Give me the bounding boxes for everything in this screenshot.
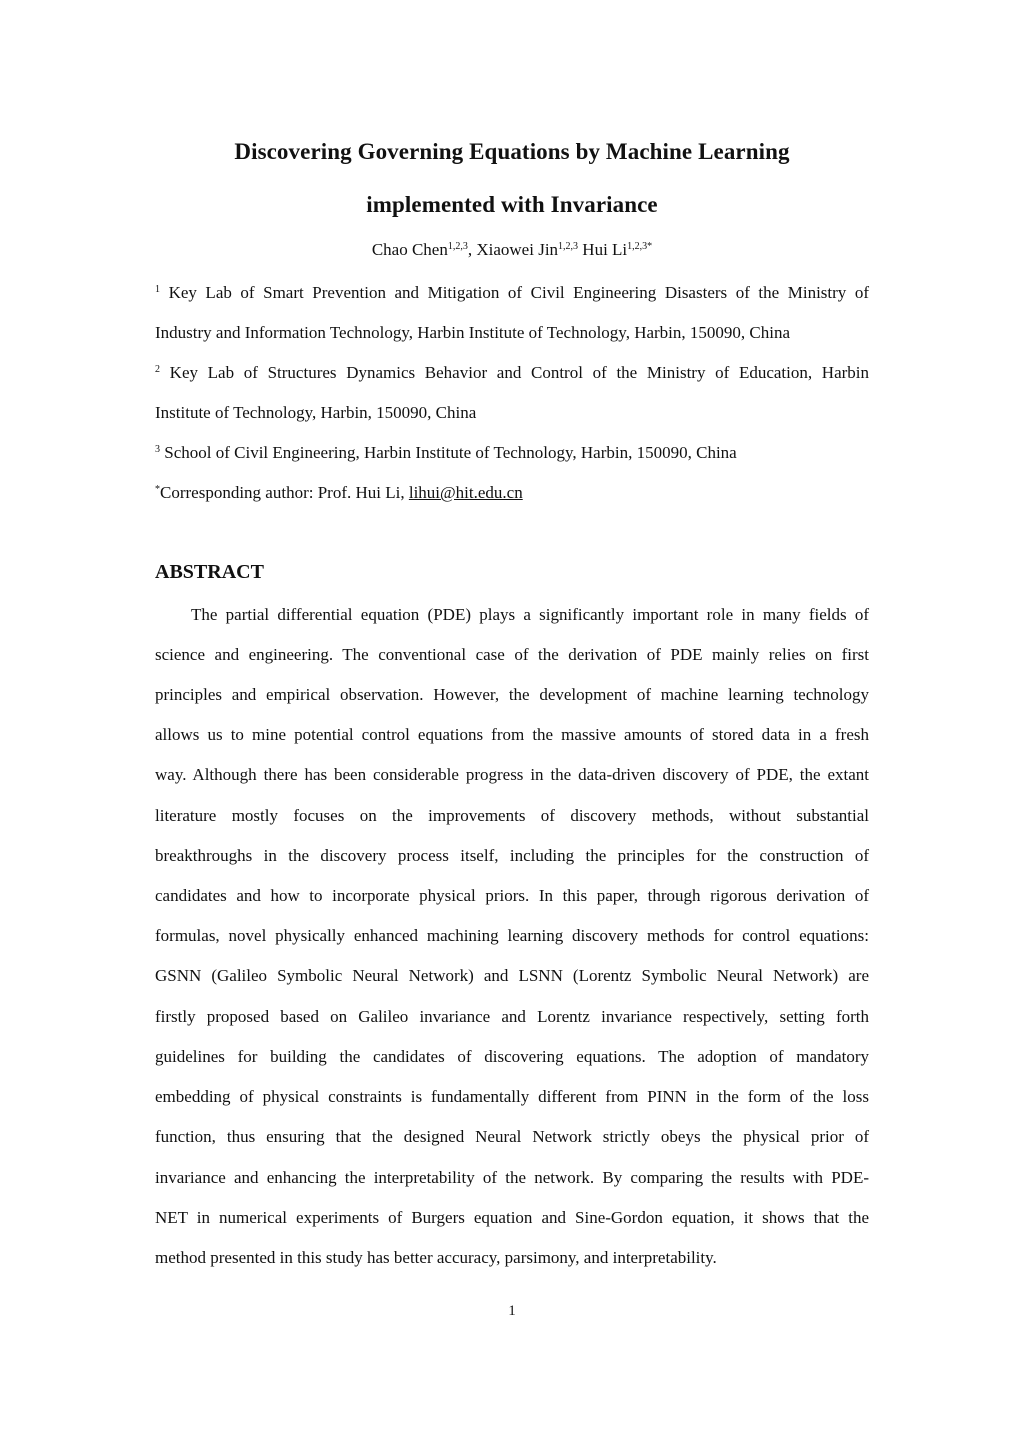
affiliation-3-line-1 [155, 442, 869, 464]
abstract-line: principles and empirical observation. However, the development of machine learning technology [155, 685, 869, 704]
corresponding-marker: * [155, 484, 160, 495]
author-list [0, 240, 1024, 260]
corresponding-author [155, 482, 869, 504]
affiliation-text: Key Lab of Structures Dynamics Behavior and Control of the Ministry of Education, Harbin [169, 363, 870, 382]
corresponding-email-link[interactable]: lihui@hit.edu.cn [408, 483, 523, 502]
paper-title-line-1: Discovering Governing Equations by Machine Learning [234, 139, 790, 164]
paper-title-line-2: implemented with Invariance [366, 192, 658, 217]
author-affiliation-sup: 1,2,3* [627, 241, 653, 252]
abstract-line: firstly proposed based on Galileo invariance and Lorentz invariance respectively, setting forth [155, 1007, 869, 1026]
author-affiliation-sup: 1,2,3 [558, 241, 579, 252]
abstract-line: embedding of physical constraints is fundamentally different from PINN in the form of the loss [155, 1087, 869, 1106]
affiliation-text: Key Lab of Smart Prevention and Mitigation of Civil Engineering Disasters of the Ministry of [168, 283, 869, 302]
abstract-line: science and engineering. The conventional case of the derivation of PDE mainly relies on first [155, 645, 869, 664]
abstract-line: method presented in this study has better accuracy, parsimony, and interpretability. [155, 1248, 717, 1267]
affiliation-text: School of Civil Engineering, Harbin Institute of Technology, Harbin, 150090, China [164, 443, 737, 462]
affiliation-marker: 3 [155, 444, 160, 455]
affiliation-2-line-1 [155, 362, 869, 384]
author-name: Xiaowei Jin [476, 240, 559, 259]
author-separator: , [467, 240, 477, 259]
abstract-line: formulas, novel physically enhanced machining learning discovery methods for control equations: [155, 926, 869, 945]
affiliation-1-line-1 [155, 282, 869, 304]
author-affiliation-sup: 1,2,3 [447, 241, 468, 252]
affiliation-marker: 2 [155, 364, 160, 375]
abstract-line: guidelines for building the candidates of discovering equations. The adoption of mandatory [155, 1047, 869, 1066]
abstract-line: way. Although there has been considerable progress in the data-driven discovery of PDE, the extant [155, 765, 869, 784]
author-name: Hui Li [582, 240, 628, 259]
affiliation-marker: 1 [155, 284, 160, 295]
abstract-heading: ABSTRACT [155, 561, 264, 583]
abstract-line: function, thus ensuring that the designed Neural Network strictly obeys the physical prior of [155, 1127, 869, 1146]
abstract-line: candidates and how to incorporate physical priors. In this paper, through rigorous derivation of [155, 886, 869, 905]
affiliation-2-line-2: Institute of Technology, Harbin, 150090, China [155, 403, 477, 422]
page-number: 1 [508, 1303, 516, 1319]
abstract-line: invariance and enhancing the interpretability of the network. By comparing the results with PDE- [155, 1168, 869, 1187]
abstract-line: allows us to mine potential control equations from the massive amounts of stored data in a fresh [155, 725, 869, 744]
abstract-line: NET in numerical experiments of Burgers equation and Sine-Gordon equation, it shows that the [155, 1208, 869, 1227]
abstract-line: breakthroughs in the discovery process itself, including the principles for the construction of [155, 846, 869, 865]
corresponding-text: Corresponding author: Prof. Hui Li, [160, 483, 409, 502]
author-name: Chao Chen [371, 240, 448, 259]
abstract-line: The partial differential equation (PDE) plays a significantly important role in many fields of [191, 605, 869, 624]
abstract-line: literature mostly focuses on the improvements of discovery methods, without substantial [155, 806, 869, 825]
abstract-line: GSNN (Galileo Symbolic Neural Network) and LSNN (Lorentz Symbolic Neural Network) are [155, 966, 869, 985]
affiliation-1-line-2: Industry and Information Technology, Harbin Institute of Technology, Harbin, 150090, China [155, 323, 791, 342]
